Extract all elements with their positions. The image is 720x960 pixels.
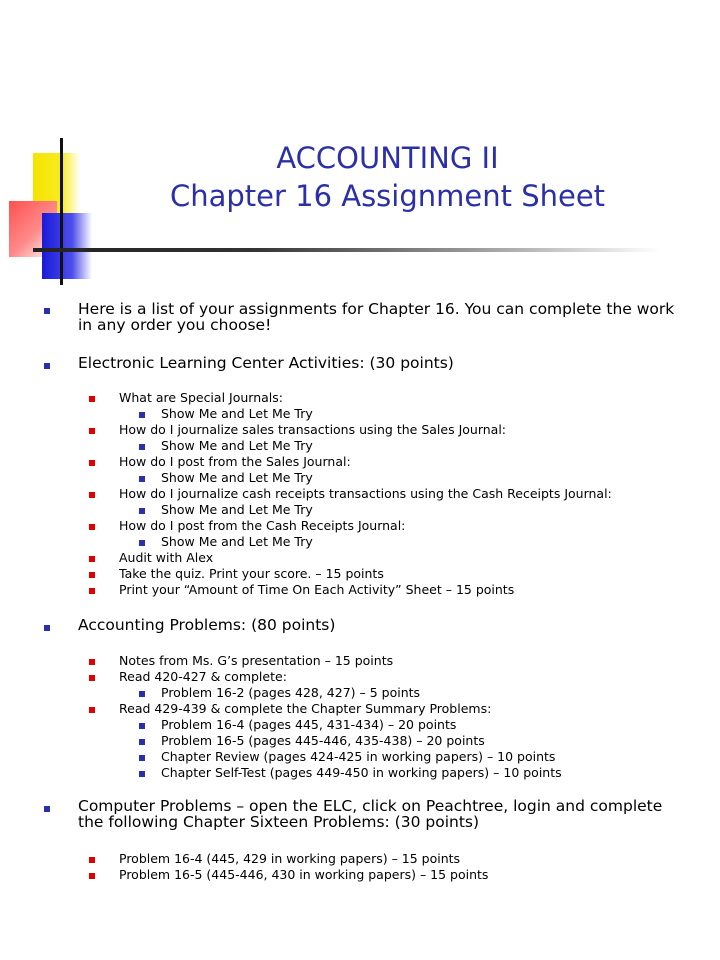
accounting-heading: Accounting Problems: (80 points)	[78, 616, 336, 634]
intro-text: Here is a list of your assignments for Chapter 16. You can complete the work in any order you choose!	[78, 300, 675, 334]
red-bullet-icon	[89, 588, 95, 594]
red-bullet-icon	[89, 460, 95, 466]
list-subitem: Show Me and Let Me Try	[161, 534, 313, 549]
blue-bullet-icon	[139, 771, 145, 777]
list-item: Read 429-439 & complete the Chapter Summary Problems:	[119, 701, 492, 716]
red-bullet-icon	[89, 524, 95, 530]
page-title: ACCOUNTING II	[276, 141, 499, 175]
list-subitem: Chapter Self-Test (pages 449-450 in working papers) – 10 points	[161, 765, 562, 780]
list-subitem: Show Me and Let Me Try	[161, 502, 313, 517]
computer-heading: Computer Problems – open the ELC, click on Peachtree, login and complete the following Chapter Sixteen Problems: (30 points)	[78, 797, 663, 831]
list-item: Notes from Ms. G’s presentation – 15 points	[119, 653, 394, 668]
blue-bullet-icon	[139, 508, 145, 514]
blue-bullet-icon	[44, 625, 50, 631]
vertical-decor-line	[60, 138, 63, 285]
blue-bullet-icon	[139, 755, 145, 761]
red-bullet-icon	[89, 556, 95, 562]
list-subitem: Problem 16-2 (pages 428, 427) – 5 points	[161, 685, 421, 700]
list-item: Audit with Alex	[119, 550, 214, 565]
list-item: Take the quiz. Print your score. – 15 points	[119, 566, 384, 581]
blue-bullet-icon	[139, 723, 145, 729]
blue-bullet-icon	[44, 806, 50, 812]
list-item: How do I journalize sales transactions using the Sales Journal:	[119, 422, 507, 437]
red-bullet-icon	[89, 707, 95, 713]
blue-bullet-icon	[139, 691, 145, 697]
red-bullet-icon	[89, 572, 95, 578]
blue-bullet-icon	[139, 412, 145, 418]
list-subitem: Problem 16-4 (pages 445, 431-434) – 20 points	[161, 717, 457, 732]
blue-bullet-icon	[44, 363, 50, 369]
red-bullet-icon	[89, 396, 95, 402]
red-bullet-icon	[89, 428, 95, 434]
elc-heading: Electronic Learning Center Activities: (30 points)	[78, 354, 454, 372]
list-item: Read 420-427 & complete:	[119, 669, 287, 684]
blue-bullet-icon	[139, 476, 145, 482]
blue-bullet-icon	[139, 540, 145, 546]
red-bullet-icon	[89, 492, 95, 498]
red-bullet-icon	[89, 873, 95, 879]
red-bullet-icon	[89, 659, 95, 665]
page-subtitle: Chapter 16 Assignment Sheet	[169, 179, 606, 213]
list-item: Print your “Amount of Time On Each Activity” Sheet – 15 points	[119, 582, 515, 597]
list-item: Problem 16-4 (445, 429 in working papers) – 15 points	[119, 851, 461, 866]
red-bullet-icon	[89, 857, 95, 863]
blue-decor-square	[42, 213, 92, 279]
list-item: What are Special Journals:	[119, 390, 283, 405]
blue-bullet-icon	[139, 444, 145, 450]
list-subitem: Chapter Review (pages 424-425 in working papers) – 10 points	[161, 749, 556, 764]
list-item: How do I post from the Sales Journal:	[119, 454, 351, 469]
list-subitem: Show Me and Let Me Try	[161, 470, 313, 485]
horizontal-decor-line	[33, 248, 660, 252]
list-subitem: Problem 16-5 (pages 445-446, 435-438) – 20 points	[161, 733, 485, 748]
list-item: Problem 16-5 (445-446, 430 in working papers) – 15 points	[119, 867, 489, 882]
blue-bullet-icon	[44, 308, 50, 314]
list-subitem: Show Me and Let Me Try	[161, 438, 313, 453]
list-item: How do I journalize cash receipts transactions using the Cash Receipts Journal:	[119, 486, 612, 501]
red-bullet-icon	[89, 675, 95, 681]
list-item: How do I post from the Cash Receipts Journal:	[119, 518, 406, 533]
list-subitem: Show Me and Let Me Try	[161, 406, 313, 421]
blue-bullet-icon	[139, 739, 145, 745]
